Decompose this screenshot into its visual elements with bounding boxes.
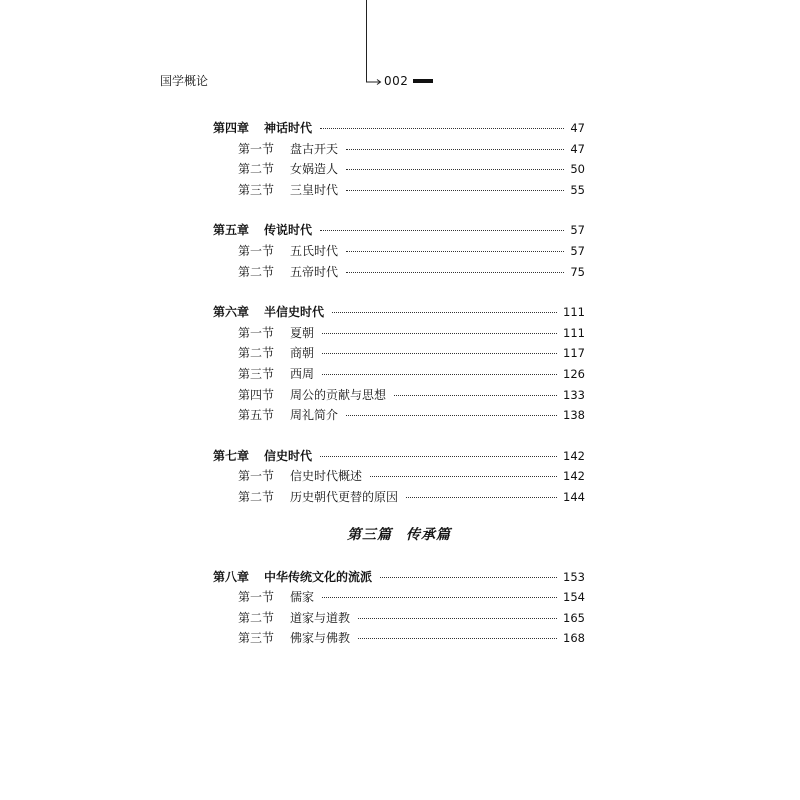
section-entry[interactable] (213, 241, 585, 262)
section-title: 夏朝 (290, 325, 315, 340)
section-title: 女娲造人 (290, 162, 339, 177)
page-ref: 154 (563, 590, 585, 605)
page-ref: 142 (563, 448, 585, 463)
chapter-entry[interactable] (213, 220, 585, 241)
section-title: 历史朝代更替的原因 (290, 489, 399, 504)
chapter-number: 第五章 (213, 223, 250, 238)
chapter-group-8 (213, 567, 585, 649)
chapter-title: 神话时代 (264, 121, 313, 135)
section-number: 第三节 (238, 631, 275, 646)
chapter-number: 第八章 (213, 569, 250, 584)
section-title: 五帝时代 (290, 264, 339, 279)
section-number: 第一节 (238, 243, 275, 258)
chapter-number: 第四章 (213, 121, 250, 135)
section-title: 儒家 (290, 590, 315, 605)
section-entry[interactable] (213, 180, 585, 201)
section-entry[interactable] (213, 159, 585, 180)
page-ref: 57 (570, 243, 585, 258)
dot-leader (346, 190, 564, 191)
section-number: 第一节 (238, 590, 275, 605)
dot-leader (346, 149, 564, 150)
dot-leader (358, 618, 557, 619)
chapter-title: 中华传统文化的流派 (264, 569, 373, 584)
page-ref: 111 (563, 305, 585, 320)
page-ref: 165 (563, 610, 585, 625)
section-number: 第二节 (238, 162, 275, 177)
section-number: 第一节 (238, 469, 275, 484)
part-heading[interactable] (213, 520, 585, 560)
dot-leader (322, 597, 557, 598)
section-title: 周礼简介 (290, 408, 339, 423)
chapter-group-5 (213, 220, 585, 282)
page-ref: 55 (570, 182, 585, 197)
page-number-bar (413, 79, 433, 83)
arrow-icon (366, 76, 384, 86)
dot-leader (346, 415, 557, 416)
book-title: 国学概论 (160, 74, 209, 88)
section-entry[interactable] (213, 262, 585, 283)
chapter-title: 传说时代 (264, 223, 313, 238)
section-entry[interactable] (213, 487, 585, 508)
section-number: 第一节 (238, 325, 275, 340)
page-ref: 142 (563, 469, 585, 484)
dot-leader (346, 272, 564, 273)
dot-leader (322, 374, 557, 375)
page-ref: 47 (570, 121, 585, 135)
page-ref: 168 (563, 631, 585, 646)
section-number: 第二节 (238, 264, 275, 279)
section-title: 信史时代概述 (290, 469, 363, 484)
section-number: 第二节 (238, 489, 275, 504)
section-number: 第四节 (238, 387, 275, 402)
chapter-title: 半信史时代 (264, 305, 325, 320)
chapter-group-6 (213, 302, 585, 426)
page-ref: 57 (570, 223, 585, 238)
page-ref: 133 (563, 387, 585, 402)
section-entry[interactable] (213, 364, 585, 385)
section-entry[interactable] (213, 466, 585, 487)
part-number: 第三篇 (347, 526, 392, 543)
page-ref: 47 (570, 141, 585, 156)
section-entry[interactable] (213, 628, 585, 649)
page-ref: 75 (570, 264, 585, 279)
chapter-entry[interactable] (213, 567, 585, 588)
section-entry[interactable] (213, 587, 585, 608)
dot-leader (320, 456, 557, 457)
page-ref: 144 (563, 489, 585, 504)
dot-leader (320, 128, 564, 129)
section-number: 第二节 (238, 346, 275, 361)
header-vertical-rule (366, 0, 367, 82)
section-title: 五氏时代 (290, 243, 339, 258)
dot-leader (394, 395, 557, 396)
page-number: 002 (384, 74, 409, 88)
section-title: 周公的贡献与思想 (290, 387, 387, 402)
chapter-entry[interactable] (213, 118, 585, 139)
section-number: 第三节 (238, 182, 275, 197)
section-number: 第五节 (238, 408, 275, 423)
dot-leader (406, 497, 557, 498)
section-title: 三皇时代 (290, 182, 339, 197)
chapter-group-4 (213, 118, 585, 200)
chapter-entry[interactable] (213, 302, 585, 323)
part-title: 传承篇 (406, 526, 451, 543)
section-entry[interactable] (213, 405, 585, 426)
section-entry[interactable] (213, 323, 585, 344)
chapter-entry[interactable] (213, 446, 585, 467)
section-number: 第三节 (238, 366, 275, 381)
dot-leader (322, 353, 557, 354)
dot-leader (346, 251, 564, 252)
section-title: 道家与道教 (290, 610, 351, 625)
chapter-number: 第六章 (213, 305, 250, 320)
dot-leader (322, 333, 557, 334)
section-entry[interactable] (213, 608, 585, 629)
section-title: 商朝 (290, 346, 315, 361)
dot-leader (358, 638, 557, 639)
section-title: 西周 (290, 366, 315, 381)
section-number: 第一节 (238, 141, 275, 156)
dot-leader (370, 476, 557, 477)
page-ref: 126 (563, 366, 585, 381)
dot-leader (346, 169, 564, 170)
section-title: 盘古开天 (290, 141, 339, 156)
section-entry[interactable] (213, 385, 585, 406)
page-ref: 50 (570, 162, 585, 177)
chapter-group-7 (213, 446, 585, 508)
page-ref: 117 (563, 346, 585, 361)
page-ref: 153 (563, 569, 585, 584)
dot-leader (332, 312, 557, 313)
section-entry[interactable] (213, 139, 585, 160)
section-title: 佛家与佛教 (290, 631, 351, 646)
section-number: 第二节 (238, 610, 275, 625)
page-ref: 138 (563, 408, 585, 423)
chapter-title: 信史时代 (264, 448, 313, 463)
chapter-number: 第七章 (213, 448, 250, 463)
table-of-contents (213, 118, 585, 669)
section-entry[interactable] (213, 343, 585, 364)
dot-leader (320, 230, 564, 231)
page-ref: 111 (563, 325, 585, 340)
dot-leader (380, 577, 557, 578)
